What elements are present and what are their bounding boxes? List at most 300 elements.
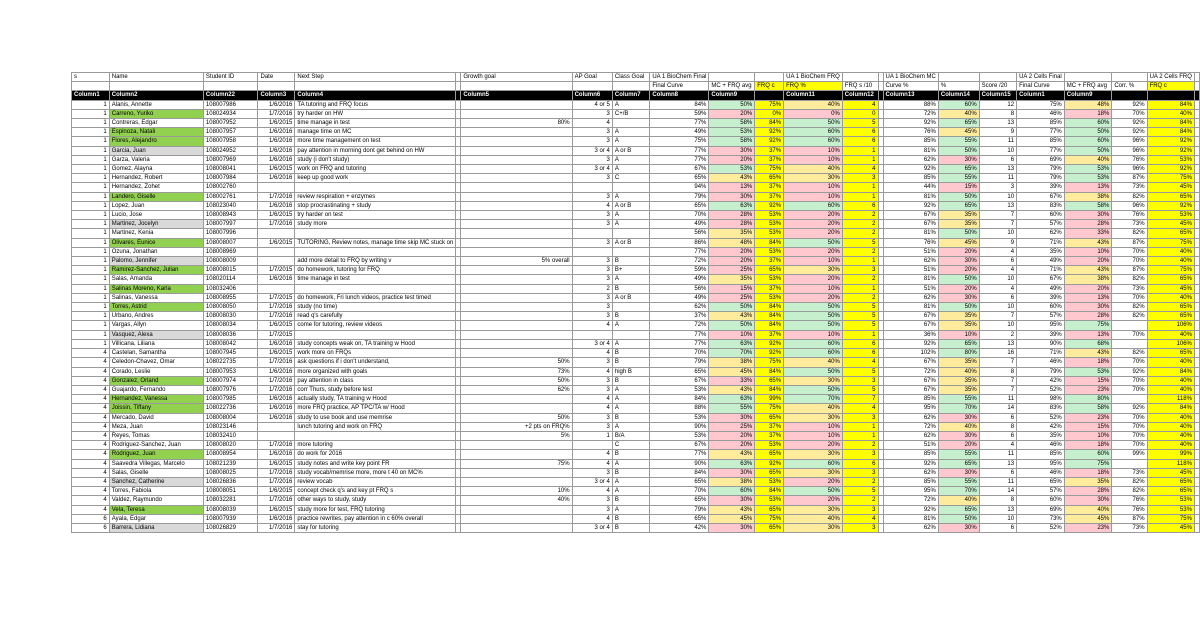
cell-cls[interactable]: B bbox=[612, 312, 649, 321]
header-cell[interactable] bbox=[295, 82, 456, 91]
cell-score[interactable]: 106% bbox=[1147, 339, 1194, 348]
cell-score[interactable]: 6 bbox=[979, 155, 1016, 164]
cell-name[interactable]: Rodriguez, Juan bbox=[109, 450, 203, 459]
cell-score[interactable]: 39% bbox=[1017, 293, 1065, 302]
cell-score[interactable]: 84% bbox=[1147, 367, 1194, 376]
cell-growth[interactable] bbox=[461, 100, 572, 109]
cell-id[interactable]: 108007953 bbox=[203, 367, 258, 376]
cell-score[interactable]: 13 bbox=[979, 119, 1016, 128]
cell-score[interactable]: 70% bbox=[1112, 358, 1147, 367]
cell-score[interactable]: 2 bbox=[842, 211, 878, 220]
cell-growth[interactable] bbox=[461, 211, 572, 220]
cell-date[interactable]: 1/7/2016 bbox=[258, 303, 295, 312]
cell-score[interactable]: 76% bbox=[883, 238, 938, 247]
cell-cls[interactable]: A bbox=[612, 128, 649, 137]
cell-score[interactable]: 1 bbox=[842, 284, 878, 293]
header-cell[interactable]: Final Curve bbox=[1017, 82, 1065, 91]
cell-score[interactable]: 15% bbox=[709, 284, 755, 293]
cell-score[interactable]: 5 bbox=[842, 321, 878, 330]
cell-score[interactable]: 10% bbox=[784, 155, 843, 164]
cell-score[interactable]: 53% bbox=[650, 413, 709, 422]
cell-score[interactable]: 4 bbox=[842, 358, 878, 367]
cell-score[interactable]: 42% bbox=[1017, 422, 1065, 431]
cell-score[interactable]: 6 bbox=[979, 257, 1016, 266]
cell-s[interactable]: 1 bbox=[72, 257, 110, 266]
cell-score[interactable]: 50% bbox=[938, 275, 979, 284]
cell-score[interactable]: 35% bbox=[938, 211, 979, 220]
cell-empty[interactable] bbox=[1194, 303, 1199, 312]
cell-date[interactable]: 1/6/2016 bbox=[258, 450, 295, 459]
cell-cls[interactable]: A bbox=[612, 275, 649, 284]
cell-s[interactable]: 4 bbox=[72, 404, 110, 413]
cell-growth[interactable] bbox=[461, 220, 572, 229]
cell-step[interactable] bbox=[295, 247, 456, 256]
cell-score[interactable]: 70% bbox=[938, 487, 979, 496]
cell-score[interactable]: 84% bbox=[650, 395, 709, 404]
cell-score[interactable]: 49% bbox=[650, 128, 709, 137]
cell-score[interactable]: 37% bbox=[650, 312, 709, 321]
cell-score[interactable]: 6 bbox=[979, 293, 1016, 302]
cell-score[interactable]: 13% bbox=[1064, 330, 1112, 339]
cell-score[interactable]: 69% bbox=[1017, 155, 1065, 164]
cell-score[interactable]: 58% bbox=[709, 119, 755, 128]
cell-score[interactable]: 72% bbox=[883, 109, 938, 118]
cell-name[interactable]: Barrera, Lidiana bbox=[109, 523, 203, 532]
cell-score[interactable]: 40% bbox=[938, 496, 979, 505]
cell-step[interactable]: try harder on HW bbox=[295, 109, 456, 118]
cell-cls[interactable]: A bbox=[612, 385, 649, 394]
cell-id[interactable]: 108008020 bbox=[203, 441, 258, 450]
cell-score[interactable]: 70% bbox=[1112, 376, 1147, 385]
cell-score[interactable]: 40% bbox=[1147, 422, 1194, 431]
cell-step[interactable]: study concepts weak on, TA training w Hood bbox=[295, 339, 456, 348]
cell-step[interactable] bbox=[295, 431, 456, 440]
cell-id[interactable]: 108002760 bbox=[203, 183, 258, 192]
cell-score[interactable]: 39% bbox=[1017, 183, 1065, 192]
cell-score[interactable]: 52% bbox=[1017, 413, 1065, 422]
cell-score[interactable]: 62% bbox=[883, 431, 938, 440]
cell-date[interactable]: 1/7/2016 bbox=[258, 523, 295, 532]
cell-empty[interactable] bbox=[1194, 174, 1199, 183]
cell-s[interactable]: 4 bbox=[72, 395, 110, 404]
cell-s[interactable]: 4 bbox=[72, 459, 110, 468]
cell-ap[interactable]: 3 bbox=[572, 220, 612, 229]
header-cell[interactable] bbox=[1112, 91, 1147, 100]
cell-s[interactable]: 1 bbox=[72, 220, 110, 229]
cell-score[interactable]: 67% bbox=[650, 376, 709, 385]
cell-score[interactable]: 25% bbox=[709, 422, 755, 431]
cell-score[interactable]: 65% bbox=[1147, 487, 1194, 496]
cell-score[interactable]: 50% bbox=[784, 367, 843, 376]
cell-score[interactable]: 11 bbox=[979, 395, 1016, 404]
header-cell[interactable] bbox=[203, 82, 258, 91]
cell-score[interactable]: 50% bbox=[784, 385, 843, 394]
cell-ap[interactable]: 3 bbox=[572, 505, 612, 514]
cell-date[interactable]: 1/6/2016 bbox=[258, 514, 295, 523]
cell-s[interactable]: 4 bbox=[72, 450, 110, 459]
cell-step[interactable]: come for tutoring, review videos bbox=[295, 321, 456, 330]
cell-score[interactable]: 5 bbox=[842, 385, 878, 394]
cell-empty[interactable] bbox=[1194, 349, 1199, 358]
cell-score[interactable]: 62% bbox=[883, 468, 938, 477]
cell-s[interactable]: 4 bbox=[72, 441, 110, 450]
header-cell[interactable]: Column12 bbox=[842, 91, 878, 100]
cell-step[interactable] bbox=[295, 183, 456, 192]
cell-score[interactable]: 43% bbox=[709, 174, 755, 183]
header-cell[interactable]: Curve % bbox=[883, 82, 938, 91]
cell-id[interactable]: 108008009 bbox=[203, 257, 258, 266]
cell-score[interactable]: 73% bbox=[1112, 468, 1147, 477]
cell-score[interactable]: 1 bbox=[842, 146, 878, 155]
cell-score[interactable]: 60% bbox=[784, 349, 843, 358]
cell-score[interactable]: 2 bbox=[842, 247, 878, 256]
cell-score[interactable]: 62% bbox=[883, 155, 938, 164]
cell-growth[interactable] bbox=[461, 155, 572, 164]
cell-score[interactable]: 71% bbox=[1017, 349, 1065, 358]
cell-empty[interactable] bbox=[1194, 155, 1199, 164]
cell-score[interactable]: 87% bbox=[1112, 174, 1147, 183]
cell-name[interactable]: Joissin, Tiffany bbox=[109, 404, 203, 413]
cell-score[interactable]: 10% bbox=[784, 431, 843, 440]
header-cell[interactable]: Column22 bbox=[203, 91, 258, 100]
cell-score[interactable]: 67% bbox=[1017, 275, 1065, 284]
cell-score[interactable]: 75% bbox=[1147, 174, 1194, 183]
cell-score[interactable]: 6 bbox=[842, 128, 878, 137]
cell-score[interactable]: 10% bbox=[784, 422, 843, 431]
cell-score[interactable]: 43% bbox=[1064, 238, 1112, 247]
cell-score[interactable]: 8 bbox=[979, 367, 1016, 376]
cell-cls[interactable]: A bbox=[612, 339, 649, 348]
header-cell[interactable]: Next Step bbox=[295, 73, 456, 82]
cell-score[interactable]: 75% bbox=[755, 100, 784, 109]
cell-empty[interactable] bbox=[1194, 220, 1199, 229]
cell-score[interactable]: 60% bbox=[938, 100, 979, 109]
cell-score[interactable]: 75% bbox=[1064, 321, 1112, 330]
header-cell[interactable]: Column9 bbox=[709, 91, 755, 100]
cell-score[interactable]: 10% bbox=[938, 330, 979, 339]
cell-score[interactable]: 65% bbox=[1147, 349, 1194, 358]
header-cell[interactable]: Final Curve bbox=[650, 82, 709, 91]
cell-score[interactable]: 65% bbox=[1017, 477, 1065, 486]
cell-score[interactable]: 76% bbox=[1112, 505, 1147, 514]
cell-step[interactable]: do homework, tutoring for FRQ bbox=[295, 266, 456, 275]
cell-score[interactable]: 35% bbox=[938, 220, 979, 229]
cell-score[interactable]: 53% bbox=[755, 293, 784, 302]
cell-score[interactable]: 92% bbox=[883, 201, 938, 210]
header-cell[interactable] bbox=[1112, 73, 1147, 82]
cell-score[interactable]: 65% bbox=[1147, 275, 1194, 284]
cell-score[interactable]: 56% bbox=[650, 284, 709, 293]
cell-score[interactable]: 48% bbox=[709, 238, 755, 247]
cell-score[interactable]: 73% bbox=[1112, 183, 1147, 192]
cell-score[interactable]: 60% bbox=[784, 128, 843, 137]
cell-name[interactable]: Torres, Fabiola bbox=[109, 487, 203, 496]
header-cell[interactable]: Column7 bbox=[612, 91, 649, 100]
cell-cls[interactable]: C+/B bbox=[612, 109, 649, 118]
cell-score[interactable]: 33% bbox=[709, 376, 755, 385]
cell-score[interactable]: 18% bbox=[1064, 441, 1112, 450]
cell-score[interactable]: 30% bbox=[709, 496, 755, 505]
cell-score[interactable]: 37% bbox=[755, 330, 784, 339]
cell-date[interactable]: 1/6/2016 bbox=[258, 367, 295, 376]
cell-cls[interactable]: B bbox=[612, 257, 649, 266]
cell-id[interactable]: 108008943 bbox=[203, 211, 258, 220]
header-cell[interactable]: MC + FRQ avg bbox=[1064, 82, 1112, 91]
cell-score[interactable]: 67% bbox=[883, 211, 938, 220]
cell-score[interactable]: 2 bbox=[842, 293, 878, 302]
cell-score[interactable]: 40% bbox=[1147, 358, 1194, 367]
cell-growth[interactable]: 50% bbox=[461, 413, 572, 422]
cell-date[interactable]: 1/6/2015 bbox=[258, 487, 295, 496]
cell-score[interactable]: 65% bbox=[755, 505, 784, 514]
cell-score[interactable]: 40% bbox=[1147, 376, 1194, 385]
cell-score[interactable]: 30% bbox=[1064, 496, 1112, 505]
cell-score[interactable]: 10% bbox=[784, 192, 843, 201]
cell-score[interactable]: 7 bbox=[842, 395, 878, 404]
cell-date[interactable]: 1/6/2016 bbox=[258, 100, 295, 109]
cell-ap[interactable]: 3 bbox=[572, 266, 612, 275]
cell-name[interactable]: Lopez, Juan bbox=[109, 201, 203, 210]
cell-score[interactable]: 20% bbox=[784, 293, 843, 302]
cell-name[interactable]: Guajardo, Fernando bbox=[109, 385, 203, 394]
cell-cls[interactable]: B bbox=[612, 496, 649, 505]
cell-name[interactable]: Mercado, David bbox=[109, 413, 203, 422]
cell-date[interactable] bbox=[258, 247, 295, 256]
cell-score[interactable]: 5 bbox=[842, 487, 878, 496]
header-cell[interactable] bbox=[72, 82, 110, 91]
cell-growth[interactable] bbox=[461, 303, 572, 312]
cell-score[interactable]: 84% bbox=[755, 238, 784, 247]
cell-score[interactable]: 70% bbox=[784, 395, 843, 404]
cell-score[interactable]: 84% bbox=[755, 303, 784, 312]
cell-score[interactable]: 20% bbox=[784, 211, 843, 220]
cell-score[interactable]: 2 bbox=[842, 496, 878, 505]
cell-s[interactable]: 1 bbox=[72, 128, 110, 137]
cell-score[interactable]: 60% bbox=[1017, 211, 1065, 220]
cell-empty[interactable] bbox=[1194, 165, 1199, 174]
cell-score[interactable]: 53% bbox=[755, 229, 784, 238]
cell-date[interactable]: 1/6/2015 bbox=[258, 349, 295, 358]
cell-score[interactable]: 2 bbox=[842, 441, 878, 450]
cell-score[interactable]: 46% bbox=[1017, 441, 1065, 450]
cell-score[interactable]: 4 bbox=[842, 514, 878, 523]
cell-score[interactable]: 43% bbox=[709, 312, 755, 321]
cell-cls[interactable] bbox=[612, 303, 649, 312]
cell-score[interactable]: 75% bbox=[755, 514, 784, 523]
cell-ap[interactable]: 4 bbox=[572, 367, 612, 376]
cell-s[interactable]: 4 bbox=[72, 385, 110, 394]
cell-score[interactable]: 53% bbox=[1147, 496, 1194, 505]
cell-cls[interactable]: A bbox=[612, 459, 649, 468]
cell-score[interactable]: 73% bbox=[1112, 523, 1147, 532]
cell-score[interactable]: 65% bbox=[1147, 477, 1194, 486]
cell-score[interactable]: 95% bbox=[1017, 321, 1065, 330]
cell-score[interactable]: 35% bbox=[1064, 477, 1112, 486]
cell-empty[interactable] bbox=[1194, 238, 1199, 247]
cell-name[interactable]: Alanis, Annette bbox=[109, 100, 203, 109]
cell-id[interactable]: 108008015 bbox=[203, 266, 258, 275]
cell-score[interactable]: 63% bbox=[709, 395, 755, 404]
cell-growth[interactable] bbox=[461, 275, 572, 284]
cell-name[interactable]: Villicana, Liliana bbox=[109, 339, 203, 348]
cell-empty[interactable] bbox=[1194, 192, 1199, 201]
cell-step[interactable]: practice rewrites, pay attention in c 60% overall bbox=[295, 514, 456, 523]
cell-score[interactable]: 71% bbox=[1017, 238, 1065, 247]
cell-growth[interactable]: 75% bbox=[461, 459, 572, 468]
cell-score[interactable]: 3 bbox=[842, 266, 878, 275]
cell-s[interactable]: 1 bbox=[72, 266, 110, 275]
cell-score[interactable]: 40% bbox=[1147, 257, 1194, 266]
cell-s[interactable]: 1 bbox=[72, 100, 110, 109]
cell-score[interactable]: 62% bbox=[883, 257, 938, 266]
cell-score[interactable]: 81% bbox=[883, 146, 938, 155]
cell-date[interactable]: 1/6/2016 bbox=[258, 146, 295, 155]
cell-score[interactable]: 81% bbox=[883, 192, 938, 201]
cell-score[interactable]: 82% bbox=[1112, 275, 1147, 284]
cell-id[interactable]: 108008954 bbox=[203, 450, 258, 459]
cell-score[interactable]: 7 bbox=[979, 312, 1016, 321]
cell-cls[interactable]: A bbox=[612, 211, 649, 220]
cell-score[interactable]: 40% bbox=[1147, 385, 1194, 394]
cell-score[interactable]: 23% bbox=[1064, 523, 1112, 532]
cell-score[interactable]: 30% bbox=[1064, 303, 1112, 312]
cell-score[interactable]: 13 bbox=[979, 201, 1016, 210]
cell-score[interactable]: 65% bbox=[938, 339, 979, 348]
cell-score[interactable]: 33% bbox=[1064, 229, 1112, 238]
cell-s[interactable]: 1 bbox=[72, 330, 110, 339]
cell-score[interactable]: 77% bbox=[650, 119, 709, 128]
cell-name[interactable]: Hernandez, Zohet bbox=[109, 183, 203, 192]
cell-date[interactable]: 1/6/2016 bbox=[258, 413, 295, 422]
cell-date[interactable]: 1/7/2015 bbox=[258, 330, 295, 339]
cell-score[interactable]: 42% bbox=[1017, 376, 1065, 385]
cell-score[interactable]: 96% bbox=[1112, 146, 1147, 155]
cell-ap[interactable]: 4 or 5 bbox=[572, 100, 612, 109]
cell-score[interactable]: 35% bbox=[938, 358, 979, 367]
cell-score[interactable]: 43% bbox=[1064, 266, 1112, 275]
cell-score[interactable]: 3 bbox=[842, 413, 878, 422]
cell-id[interactable]: 108008036 bbox=[203, 330, 258, 339]
cell-id[interactable]: 108007945 bbox=[203, 349, 258, 358]
cell-score[interactable]: 55% bbox=[938, 477, 979, 486]
cell-id[interactable]: 108008034 bbox=[203, 321, 258, 330]
cell-score[interactable]: 2 bbox=[842, 275, 878, 284]
cell-score[interactable]: 81% bbox=[883, 275, 938, 284]
cell-ap[interactable]: 4 bbox=[572, 201, 612, 210]
cell-s[interactable]: 4 bbox=[72, 358, 110, 367]
cell-cls[interactable]: A bbox=[612, 321, 649, 330]
cell-ap[interactable]: 3 or 4 bbox=[572, 523, 612, 532]
cell-growth[interactable] bbox=[461, 174, 572, 183]
cell-score[interactable]: 28% bbox=[709, 220, 755, 229]
cell-score[interactable]: 92% bbox=[755, 137, 784, 146]
header-cell[interactable] bbox=[709, 73, 755, 82]
cell-name[interactable]: Hernandez, Robert bbox=[109, 174, 203, 183]
cell-s[interactable]: 6 bbox=[72, 523, 110, 532]
cell-step[interactable]: read q's carefully bbox=[295, 312, 456, 321]
cell-empty[interactable] bbox=[1194, 339, 1199, 348]
cell-score[interactable]: 13 bbox=[979, 505, 1016, 514]
cell-s[interactable]: 1 bbox=[72, 321, 110, 330]
cell-score[interactable]: 35% bbox=[1017, 247, 1065, 256]
cell-score[interactable]: 53% bbox=[1147, 211, 1194, 220]
cell-ap[interactable] bbox=[572, 183, 612, 192]
cell-cls[interactable]: B bbox=[612, 349, 649, 358]
cell-score[interactable]: 30% bbox=[938, 257, 979, 266]
cell-score[interactable]: 25% bbox=[709, 266, 755, 275]
cell-score[interactable]: 80% bbox=[1064, 395, 1112, 404]
cell-score[interactable]: 8 bbox=[979, 109, 1016, 118]
cell-growth[interactable]: 40% bbox=[461, 496, 572, 505]
cell-score[interactable]: 13 bbox=[979, 339, 1016, 348]
cell-score[interactable]: 76% bbox=[1112, 496, 1147, 505]
cell-empty[interactable] bbox=[1194, 422, 1199, 431]
header-cell[interactable]: UA 1 BioChem FRQ bbox=[784, 73, 843, 82]
cell-ap[interactable]: 3 bbox=[572, 293, 612, 302]
cell-score[interactable]: 85% bbox=[1017, 137, 1065, 146]
cell-empty[interactable] bbox=[1194, 321, 1199, 330]
cell-score[interactable]: 44% bbox=[883, 183, 938, 192]
cell-id[interactable]: 108002761 bbox=[203, 192, 258, 201]
cell-score[interactable]: 85% bbox=[883, 395, 938, 404]
cell-score[interactable]: 40% bbox=[1064, 155, 1112, 164]
cell-ap[interactable]: 3 bbox=[572, 312, 612, 321]
cell-score[interactable]: 10 bbox=[979, 192, 1016, 201]
cell-id[interactable]: 108008042 bbox=[203, 339, 258, 348]
cell-score[interactable]: 4 bbox=[842, 165, 878, 174]
cell-score[interactable]: 70% bbox=[1112, 413, 1147, 422]
cell-empty[interactable] bbox=[1194, 514, 1199, 523]
cell-ap[interactable]: 4 bbox=[572, 404, 612, 413]
cell-s[interactable]: 1 bbox=[72, 339, 110, 348]
cell-score[interactable]: 13 bbox=[979, 165, 1016, 174]
cell-empty[interactable] bbox=[1194, 413, 1199, 422]
cell-score[interactable]: 49% bbox=[650, 275, 709, 284]
cell-date[interactable] bbox=[258, 257, 295, 266]
cell-score[interactable]: 65% bbox=[650, 201, 709, 210]
header-cell[interactable] bbox=[1194, 73, 1199, 82]
cell-score[interactable]: 45% bbox=[1064, 514, 1112, 523]
cell-score[interactable]: 30% bbox=[938, 431, 979, 440]
cell-score[interactable]: 46% bbox=[1017, 358, 1065, 367]
cell-score[interactable]: 70% bbox=[1112, 422, 1147, 431]
cell-empty[interactable] bbox=[1194, 487, 1199, 496]
cell-score[interactable]: 40% bbox=[1147, 441, 1194, 450]
cell-score[interactable]: 25% bbox=[709, 293, 755, 302]
cell-s[interactable]: 1 bbox=[72, 201, 110, 210]
cell-cls[interactable]: C bbox=[612, 441, 649, 450]
cell-growth[interactable]: 50% bbox=[461, 358, 572, 367]
cell-id[interactable]: 108032281 bbox=[203, 496, 258, 505]
cell-date[interactable]: 1/7/2015 bbox=[258, 266, 295, 275]
cell-score[interactable]: 65% bbox=[1147, 312, 1194, 321]
cell-s[interactable]: 1 bbox=[72, 109, 110, 118]
cell-score[interactable]: 67% bbox=[883, 385, 938, 394]
cell-score[interactable]: 55% bbox=[709, 404, 755, 413]
cell-ap[interactable]: 3 bbox=[572, 174, 612, 183]
cell-score[interactable]: 35% bbox=[709, 275, 755, 284]
cell-id[interactable]: 108008969 bbox=[203, 247, 258, 256]
cell-score[interactable]: 40% bbox=[784, 514, 843, 523]
cell-score[interactable]: 23% bbox=[1064, 413, 1112, 422]
cell-cls[interactable]: A bbox=[612, 422, 649, 431]
cell-empty[interactable] bbox=[1194, 275, 1199, 284]
cell-score[interactable]: 20% bbox=[938, 284, 979, 293]
cell-score[interactable]: 37% bbox=[755, 257, 784, 266]
cell-score[interactable]: 42% bbox=[650, 523, 709, 532]
cell-empty[interactable] bbox=[1194, 257, 1199, 266]
cell-score[interactable]: 60% bbox=[784, 339, 843, 348]
